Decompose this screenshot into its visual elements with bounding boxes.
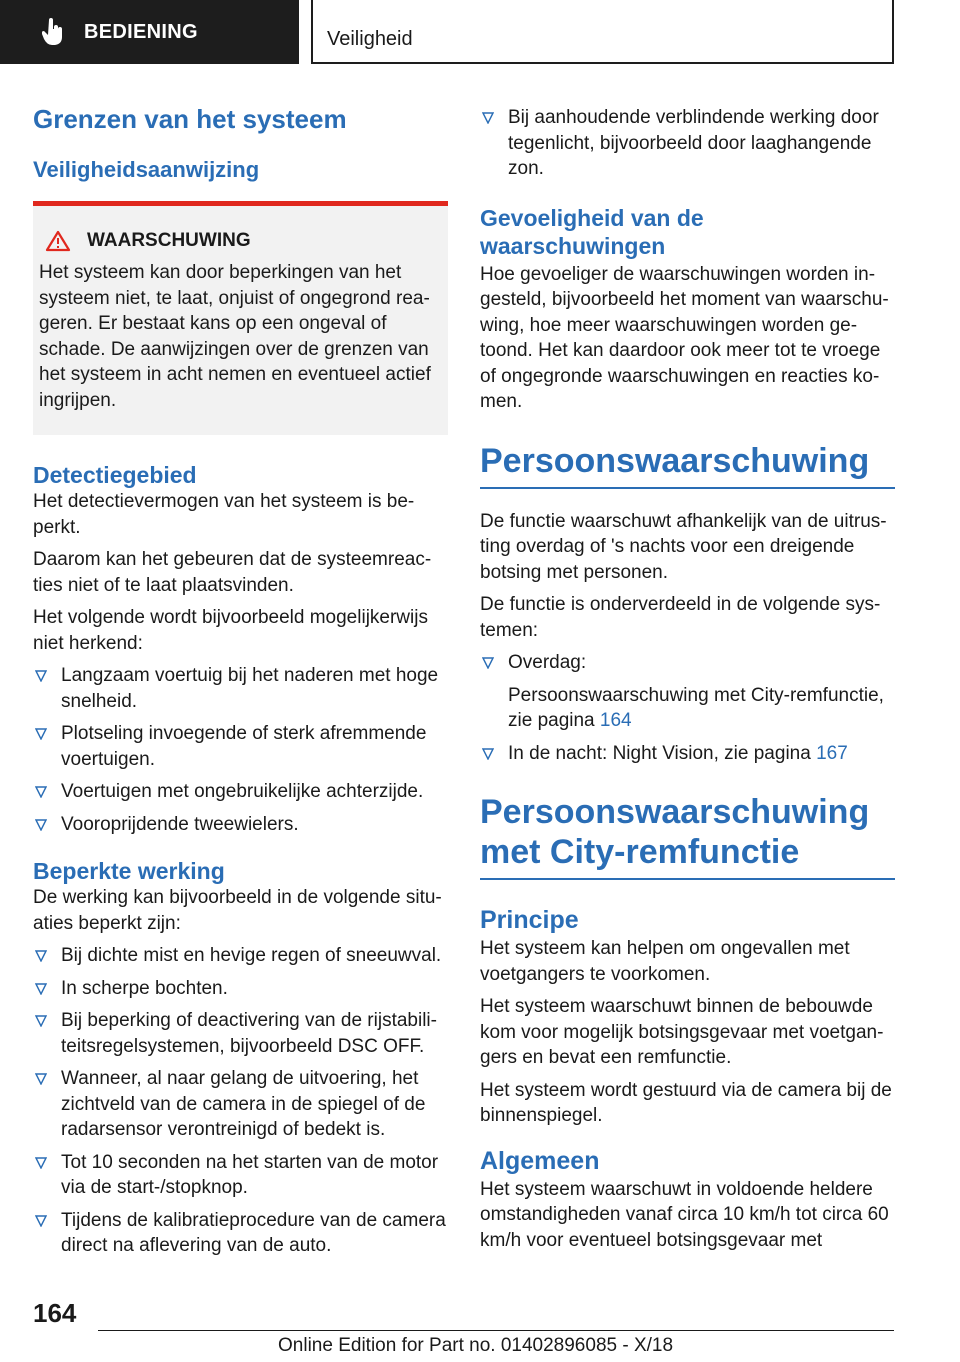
heading-limited-function: Beperkte werking (33, 858, 225, 884)
triangle-bullet-icon (35, 983, 47, 995)
principle-paragraph-2: Het systeem waarschuwt binnen de bebouwde kom voor mogelijk botsingsgevaar met voetgangers en bevat een remfunctie. (480, 996, 884, 1068)
heading-system-limits: Grenzen van het systeem (33, 104, 347, 134)
triangle-bullet-icon (35, 1073, 47, 1085)
page-link-167[interactable]: 167 (816, 742, 848, 764)
principle-paragraph-1: Het systeem kan helpen om ongevallen met voetgangers te voorkomen. (480, 938, 850, 985)
list-item: Tot 10 seconden na het starten van de motor via de start-/stopknop. (33, 1150, 448, 1201)
triangle-bullet-icon (482, 112, 494, 124)
triangle-bullet-icon (35, 728, 47, 740)
person-list (480, 650, 895, 766)
triangle-bullet-icon (482, 748, 494, 760)
detection-list (33, 663, 448, 837)
list-item: Vooroprijdende tweewielers. (33, 812, 448, 838)
list-item: Overdag: Persoonswaarschuwing met City-remfunctie, zie pagina 164 (480, 650, 895, 734)
warning-text: Het systeem kan door beperkingen van het systeem niet, te laat, onjuist of ongegrond reageren. Er bestaat kans op een ongeval of schade. De aanwijzingen over de grenzen van het systeem in acht nemen en eventueel actief ingrijpen. (39, 262, 431, 411)
detection-paragraph-1: Het detectievermogen van het systeem is beperkt. (33, 491, 415, 538)
detection-paragraph-3: Het volgende wordt bijvoorbeeld mogelijkerwijs niet herkend: (33, 607, 428, 654)
page-number: 164 (33, 1298, 77, 1328)
list-item: Tijdens de kalibratieprocedure van de camera direct na aflevering van de auto. (33, 1208, 448, 1259)
limited-list (33, 943, 448, 1259)
triangle-bullet-icon (35, 670, 47, 682)
list-item: Langzaam voertuig bij het naderen met hoge snelheid. (33, 663, 448, 714)
list-item: Plotseling invoegende of sterk afremmende voertuigen. (33, 721, 448, 772)
triangle-bullet-icon (35, 786, 47, 798)
left-column (33, 96, 448, 1266)
page-link-164[interactable]: 164 (599, 710, 632, 731)
warning-title (39, 230, 434, 252)
warning-box (33, 201, 448, 435)
section-header (311, 0, 894, 64)
chapter-tab[interactable] (0, 0, 299, 64)
sensitivity-paragraph: Hoe gevoeliger de waarschuwingen worden ingesteld, bijvoorbeeld het moment van waarschuwing, hoe meer waarschuwingen worden getoond. Het kan daardoor ook meer tot te vroege of ongegronde waarschuwingen en reacties komen. (480, 263, 889, 412)
heading-person-warning: Persoonswaarschuwing (480, 441, 895, 489)
detection-paragraph-2: Daarom kan het gebeuren dat de systeemreacties niet of te laat plaatsvinden. (33, 549, 432, 596)
continued-list (480, 105, 895, 182)
list-item: In scherpe bochten. (33, 976, 448, 1002)
list-item: In de nacht: Night Vision, zie pagina 167 (480, 741, 895, 767)
triangle-bullet-icon (35, 1157, 47, 1169)
chapter-tab-label: BEDIENING (84, 20, 198, 43)
list-item: Voertuigen met ongebruikelijke achterzijde. (33, 779, 448, 805)
right-column (480, 96, 895, 1260)
triangle-bullet-icon (482, 657, 494, 669)
heading-city-brake: Persoonswaarschuwing met City-remfunctie (480, 792, 895, 880)
footer-edition: Online Edition for Part no. 01402896085 - X/18 (278, 1335, 674, 1356)
person-paragraph-1: De functie waarschuwt afhankelijk van de uitrusting overdag of 's nachts voor een dreigende botsing met personen. (480, 510, 887, 583)
heading-detection-area: Detectiegebied (33, 462, 197, 488)
triangle-bullet-icon (35, 950, 47, 962)
footer-divider (98, 1330, 894, 1331)
list-item: Bij dichte mist en hevige regen of sneeuwval. (33, 943, 448, 969)
person-paragraph-2: De functie is onderverdeeld in de volgende systemen: (480, 594, 881, 641)
list-item: Wanneer, al naar gelang de uitvoering, het zichtveld van de camera in de spiegel of de radarsensor verontreinigd of bedekt is. (33, 1066, 448, 1143)
section-header-label: Veiligheid (327, 28, 413, 50)
heading-warning-sensitivity: Gevoeligheid van de waarschuwingen (480, 204, 704, 259)
heading-safety-notes: Veiligheidsaanwijzing (33, 157, 260, 182)
triangle-bullet-icon (35, 1215, 47, 1227)
limited-paragraph: De werking kan bijvoorbeeld in de volgende situaties beperkt zijn: (33, 887, 442, 934)
heading-general: Algemeen (480, 1146, 600, 1175)
warning-triangle-icon (45, 230, 71, 252)
warning-title-text: WAARSCHUWING (87, 230, 251, 251)
list-item: Bij aanhoudende verblindende werking door tegenlicht, bijvoorbeeld door laaghangende zon. (480, 105, 895, 182)
triangle-bullet-icon (35, 819, 47, 831)
general-paragraph: Het systeem waarschuwt in voldoende heldere omstandigheden vanaf circa 10 km/h tot circa 60 km/h voor eventueel botsingsgevaar met (480, 1178, 889, 1251)
list-item: Bij beperking of deactivering van de rijstabiliteitsregelsystemen, bijvoorbeeld DSC OFF. (33, 1008, 448, 1059)
principle-paragraph-3: Het systeem wordt gestuurd via de camera bij de binnenspiegel. (480, 1079, 892, 1126)
hand-pointer-icon (42, 18, 64, 46)
heading-principle: Principe (480, 906, 579, 934)
triangle-bullet-icon (35, 1015, 47, 1027)
